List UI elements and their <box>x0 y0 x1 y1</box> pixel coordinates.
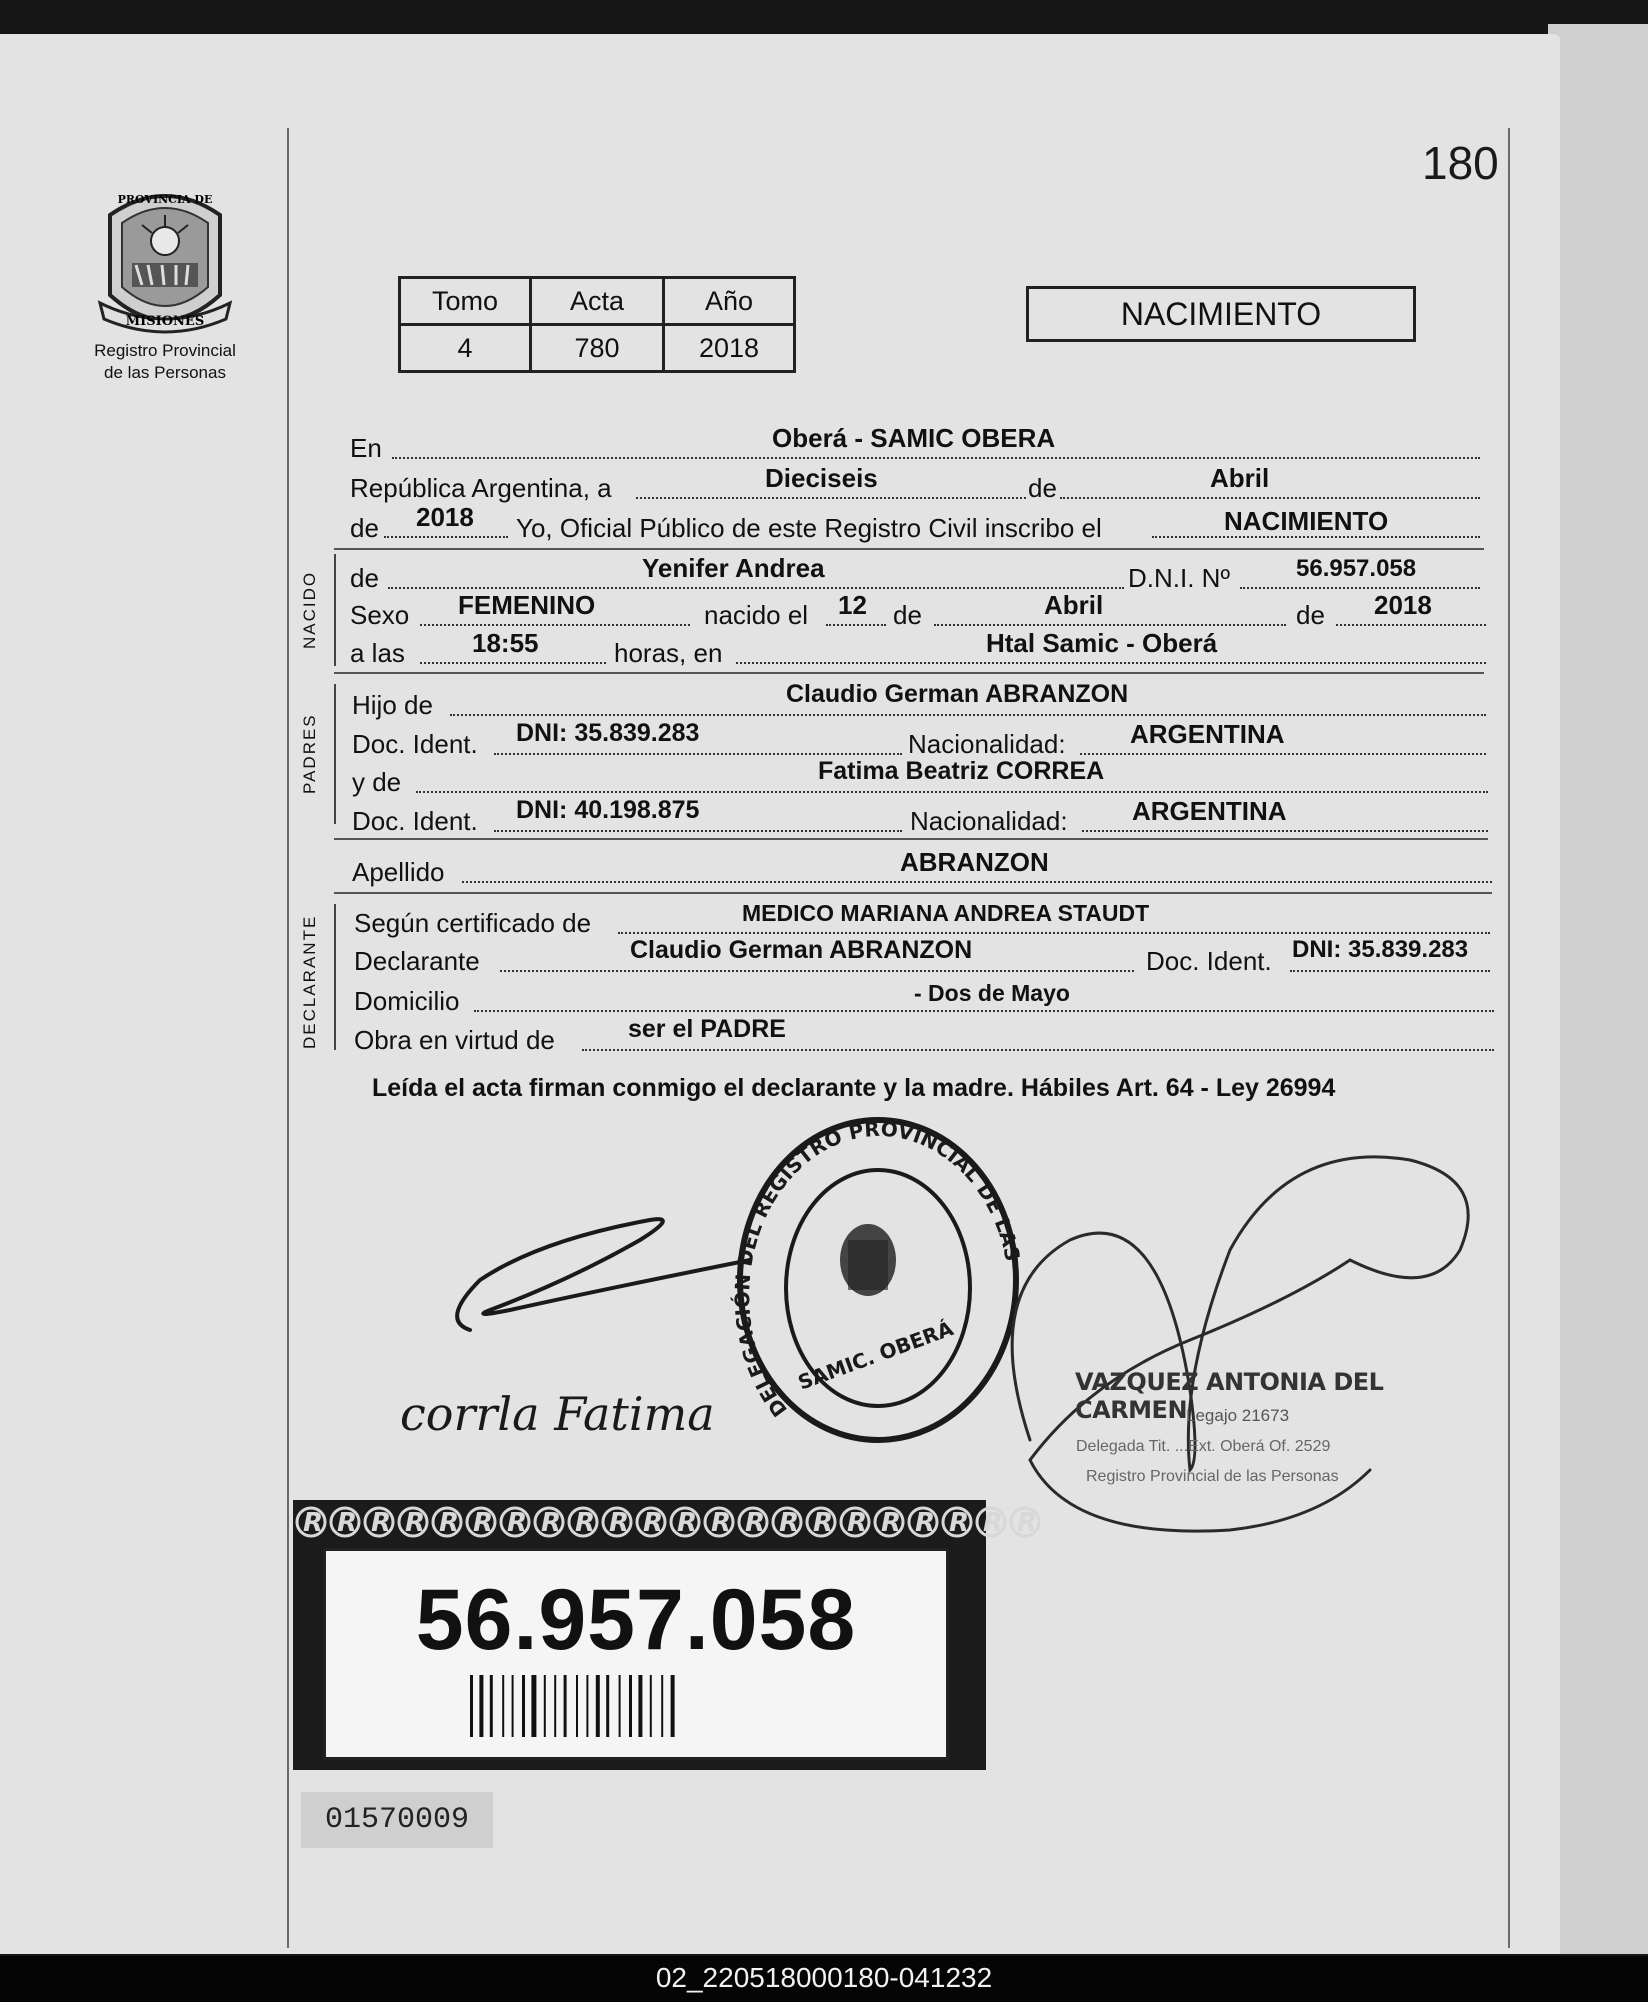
pattern-letter: R <box>711 1508 732 1538</box>
nacido-de-label-2: de <box>893 600 922 630</box>
pattern-letter: R <box>983 1508 1004 1538</box>
org-name <box>70 340 260 384</box>
pattern-letter: R <box>439 1508 460 1538</box>
horas-label: horas, en <box>614 638 723 668</box>
dotted-line <box>384 536 508 538</box>
cert-label: Según certificado de <box>354 908 592 938</box>
official-stamp <box>728 1110 1028 1450</box>
father-nationality: ARGENTINA <box>1130 719 1285 749</box>
dotted-line <box>582 1049 1494 1051</box>
de-label-2: de <box>350 513 379 543</box>
closing-statement: Leída el acta firman conmigo el declarante y la madre. Hábiles Art. 64 - Ley 26994 <box>372 1074 1336 1102</box>
barcode-bar <box>638 1675 642 1737</box>
barcode-bar <box>554 1675 556 1737</box>
pattern-letter: R <box>303 1508 324 1538</box>
dotted-line <box>388 587 1124 589</box>
mother-doc: DNI: 40.198.875 <box>516 796 700 824</box>
dotted-line <box>1290 970 1490 972</box>
left-margin-line <box>287 128 289 1948</box>
barcode-bar <box>531 1675 536 1737</box>
dotted-line <box>1060 497 1480 499</box>
dotted-line <box>618 932 1490 934</box>
seal-top-text: PROVINCIA DE <box>117 193 213 206</box>
barcode-bar <box>671 1675 675 1737</box>
dotted-line <box>420 662 606 664</box>
record-header-tomo: Tomo <box>400 278 531 325</box>
mother-signature <box>380 1350 720 1460</box>
seal-bottom-text: MISIONES <box>125 314 205 329</box>
republica-label: República Argentina, a <box>350 473 612 503</box>
dni-sticker-inner <box>323 1548 949 1760</box>
padres-section-label: PADRES <box>300 713 319 795</box>
hijo-label: Hijo de <box>352 690 433 720</box>
birth-year: 2018 <box>1374 590 1432 620</box>
nacido-section-label: NACIDO <box>300 570 319 650</box>
record-value-tomo: 4 <box>400 325 531 372</box>
pattern-letter: R <box>677 1508 698 1538</box>
pattern-letter: R <box>609 1508 630 1538</box>
child-dni: 56.957.058 <box>1296 555 1417 582</box>
yo-text: Yo, Oficial Público de este Registro Civil inscribo el <box>516 513 1102 543</box>
mother-nationality: ARGENTINA <box>1132 796 1287 826</box>
footer-bar <box>0 1956 1648 2002</box>
barcode-bar <box>522 1675 525 1737</box>
footer-filename: 02_220518000180-041232 <box>655 1962 993 1993</box>
declarante-section-label: DECLARANTE <box>300 914 319 1050</box>
nacido-el-label: nacido el <box>704 600 809 630</box>
pattern-letter: R <box>507 1508 528 1538</box>
barcode-bar <box>512 1675 514 1737</box>
section-separator <box>334 672 1484 674</box>
barcode-bar <box>661 1675 663 1737</box>
official-legajo: Legajo 21673 <box>1186 1406 1290 1425</box>
barcode-bar <box>650 1675 652 1737</box>
en-label: En <box>350 433 382 463</box>
nacido-de-label: de <box>350 563 379 593</box>
declarante-doc-label: Doc. Ident. <box>1146 946 1272 976</box>
mother-name: Fatima Beatriz CORREA <box>818 757 1105 785</box>
dotted-line <box>1082 830 1488 832</box>
mother-doc-label: Doc. Ident. <box>352 806 478 836</box>
barcode-bar <box>470 1675 473 1737</box>
dotted-line <box>1080 753 1486 755</box>
barcode-bar <box>619 1675 621 1737</box>
dotted-line <box>934 624 1286 626</box>
pattern-letter: R <box>915 1508 936 1538</box>
province-seal-logo <box>92 185 238 335</box>
dotted-line <box>736 662 1486 664</box>
child-name: Yenifer Andrea <box>642 553 825 583</box>
barcode-bar <box>544 1675 546 1737</box>
barcode-bar <box>629 1675 632 1737</box>
day-value: Dieciseis <box>765 463 878 493</box>
page-number: 180 <box>1422 137 1499 189</box>
sexo-label: Sexo <box>350 600 410 630</box>
record-type-box: NACIMIENTO <box>1026 286 1416 342</box>
pattern-letter: R <box>949 1508 970 1538</box>
birth-month: Abril <box>1044 590 1104 620</box>
dni-label: D.N.I. Nº <box>1128 563 1230 593</box>
org-line-2: de las Personas <box>104 363 226 382</box>
barcode-bar <box>502 1675 504 1737</box>
pattern-letter: R <box>575 1508 596 1538</box>
dotted-line <box>826 624 886 626</box>
nacido-de-label-3: de <box>1296 600 1325 630</box>
father-doc-label: Doc. Ident. <box>352 729 478 759</box>
record-header-acta: Acta <box>531 278 664 325</box>
pattern-letter: R <box>745 1508 766 1538</box>
barcode-bar <box>606 1675 609 1737</box>
pattern-letter: R <box>881 1508 902 1538</box>
dotted-line <box>494 830 902 832</box>
obra-label: Obra en virtud de <box>354 1025 555 1055</box>
mother-signature-text: corrla Fatima <box>400 1387 715 1441</box>
record-header-ano: Año <box>664 278 795 325</box>
declarante-doc: DNI: 35.839.283 <box>1292 936 1469 963</box>
next-page-edge <box>1548 24 1648 1954</box>
barcode-bar <box>490 1675 493 1737</box>
domicilio-label: Domicilio <box>354 986 460 1016</box>
birth-day: 12 <box>838 590 867 620</box>
pattern-letter: R <box>813 1508 834 1538</box>
dotted-line <box>450 714 1486 716</box>
record-value-ano: 2018 <box>664 325 795 372</box>
stamp-ring-text: DELEGACIÓN DEL REGISTRO PROVINCIAL DE LAS <box>730 1116 1025 1422</box>
pattern-letter: R <box>405 1508 426 1538</box>
obra-value: ser el PADRE <box>628 1015 786 1043</box>
section-bracket <box>334 684 336 824</box>
domicilio-value: - Dos de Mayo <box>914 980 1070 1006</box>
dotted-line <box>392 457 1480 459</box>
dotted-line <box>494 753 902 755</box>
dotted-line <box>1336 624 1486 626</box>
pattern-letter: R <box>1017 1508 1038 1538</box>
declarante-name: Claudio German ABRANZON <box>630 936 973 964</box>
pattern-letter: R <box>779 1508 800 1538</box>
month-value: Abril <box>1210 463 1270 493</box>
section-separator <box>334 892 1492 894</box>
official-org: Registro Provincial de las Personas <box>1086 1468 1339 1485</box>
birth-time: 18:55 <box>472 628 539 658</box>
pattern-letter: R <box>337 1508 358 1538</box>
dotted-line <box>500 970 1134 972</box>
official-name: VAZQUEZ ANTONIA DEL CARMEN <box>1075 1368 1384 1424</box>
alas-label: a las <box>350 638 405 668</box>
year-value: 2018 <box>416 502 474 532</box>
father-name: Claudio German ABRANZON <box>786 680 1129 708</box>
dotted-line <box>636 497 1026 499</box>
cert-value: MEDICO MARIANA ANDREA STAUDT <box>742 900 1150 926</box>
dni-number: 56.957.058 <box>415 1572 857 1668</box>
record-value-acta: 780 <box>531 325 664 372</box>
father-doc: DNI: 35.839.283 <box>516 719 700 747</box>
declarant-signature <box>450 1200 760 1350</box>
barcode-bar <box>564 1675 567 1737</box>
dotted-line <box>416 791 1488 793</box>
section-bracket <box>334 904 336 1050</box>
pattern-letter: R <box>541 1508 562 1538</box>
barcode-bar <box>596 1675 600 1737</box>
declarante-label: Declarante <box>354 946 480 976</box>
birth-place: Htal Samic - Oberá <box>986 628 1218 658</box>
de-label: de <box>1028 473 1057 503</box>
sex-value: FEMENINO <box>458 590 596 620</box>
dotted-line <box>420 624 690 626</box>
barcode <box>470 1675 840 1737</box>
pattern-letter: R <box>371 1508 392 1538</box>
barcode-bar <box>479 1675 483 1737</box>
place-value: Oberá - SAMIC OBERA <box>772 423 1056 453</box>
section-separator <box>334 838 1488 840</box>
stamp-inner-text: SAMIC. OBERÁ <box>794 1316 957 1395</box>
registered-value: NACIMIENTO <box>1224 506 1389 536</box>
father-nat-label: Nacionalidad: <box>908 729 1066 759</box>
apellido-label: Apellido <box>352 857 445 887</box>
record-table <box>398 276 796 373</box>
dotted-line <box>462 881 1492 883</box>
dotted-line <box>1240 587 1480 589</box>
section-separator <box>334 548 1484 550</box>
apellido-value: ABRANZON <box>900 847 1049 877</box>
dni-sticker <box>293 1500 1038 1770</box>
serial-number: 01570009 <box>301 1792 493 1848</box>
pattern-letter: R <box>847 1508 868 1538</box>
section-bracket <box>334 554 336 666</box>
barcode-bar <box>576 1675 578 1737</box>
mother-nat-label: Nacionalidad: <box>910 806 1068 836</box>
dotted-line <box>474 1010 1494 1012</box>
pattern-letter: R <box>473 1508 494 1538</box>
org-line-1: Registro Provincial <box>94 341 236 360</box>
yde-label: y de <box>352 767 402 797</box>
right-margin-line <box>1508 128 1510 1948</box>
official-cargo: Delegada Tit. ...Ext. Oberá Of. 2529 <box>1076 1438 1331 1455</box>
pattern-letter: R <box>643 1508 664 1538</box>
barcode-bar <box>586 1675 588 1737</box>
